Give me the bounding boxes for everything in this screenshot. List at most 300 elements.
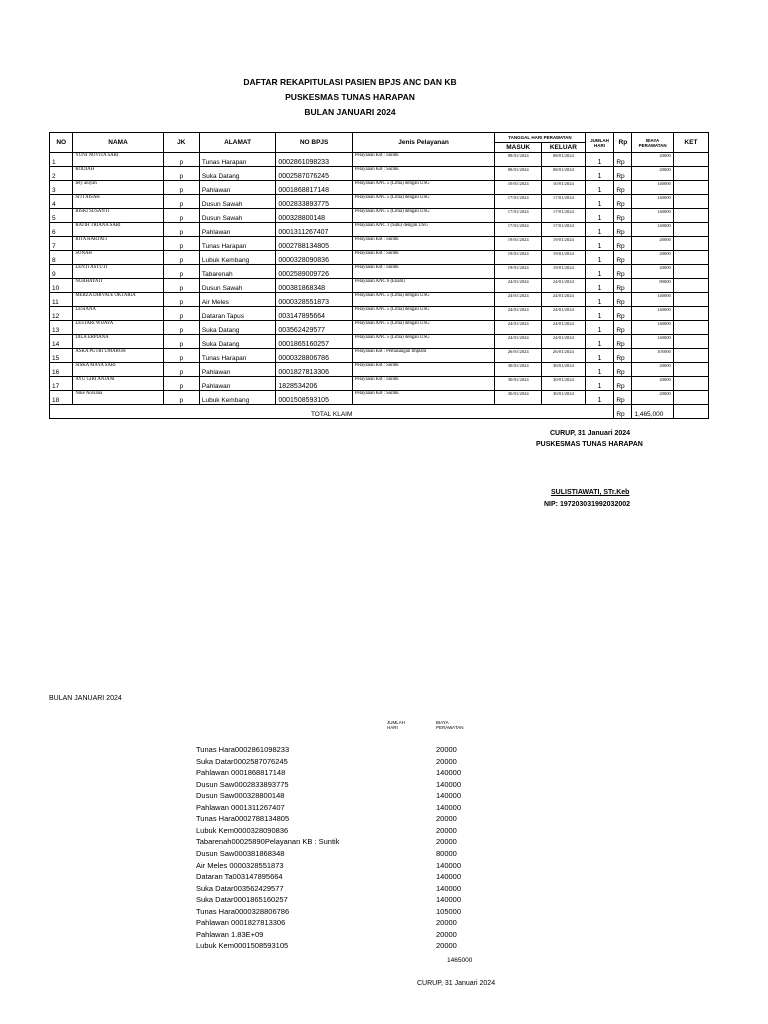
row-rp: Rp — [614, 265, 632, 279]
row-jenis: Pelayanan ANC 6 (Enam) — [352, 279, 494, 293]
row-nama: MERZA DHIVATE OKTARIA — [73, 293, 163, 307]
row-jumlah: 1 — [585, 391, 614, 405]
row-biaya: 140000 — [632, 209, 673, 223]
row-jenis: Pelayanan ANC 5 (Lima) dengan USG — [352, 321, 494, 335]
col-ket: KET — [673, 133, 708, 153]
row-alamat: Pahlawan — [199, 181, 276, 195]
row-nama: NURHAYATI — [73, 279, 163, 293]
table-row — [50, 153, 709, 167]
row-jumlah: 1 — [585, 153, 614, 167]
row-masuk: 19/01/2024 — [495, 237, 542, 251]
summary-row-text: Tunas Hara0002861098233 — [196, 745, 290, 754]
row-nama: RISKI SUSANTI — [73, 209, 163, 223]
row-alamat: Suka Datang — [199, 167, 276, 181]
col-rp: Rp — [614, 133, 632, 153]
row-jenis: Pelayanan KB : Suntik — [352, 363, 494, 377]
table-row — [50, 307, 709, 321]
row-ket — [673, 321, 708, 335]
summary-row-value: 140000 — [436, 791, 462, 801]
row-jenis: Pelayanan ANC 5 (Lima) dengan USG — [352, 195, 494, 209]
summary-row-text: Dusun Saw0002833893775 — [196, 779, 289, 789]
summary-row-value: 20000 — [436, 745, 457, 754]
row-ket — [673, 195, 708, 209]
row-jk: p — [163, 181, 199, 195]
row-nama: Iely aniyah — [73, 181, 163, 195]
row-rp: Rp — [614, 391, 632, 405]
row-no: 10 — [50, 279, 73, 293]
row-biaya: 20000 — [632, 251, 673, 265]
row-jenis: Pelayanan KB : Suntik — [352, 265, 494, 279]
table-row — [50, 377, 709, 391]
row-jenis: Pelayanan KB : Suntik — [352, 153, 494, 167]
table-row — [50, 391, 709, 405]
col-jk: JK — [163, 133, 199, 153]
row-rp: Rp — [614, 251, 632, 265]
summary-row-text: Pahlawan 0001868817148 — [196, 768, 286, 778]
summary-row-text: Tabarenah00025890Pelayanan KB : Suntik — [196, 837, 340, 847]
total-ket — [673, 405, 708, 419]
row-jk: p — [163, 209, 199, 223]
row-jenis: Pelayanan ANC 5 (Lima) dengan USG — [352, 209, 494, 223]
doc-title-line2: PUSKESMAS TUNAS HARAPAN — [285, 92, 415, 102]
row-rp: Rp — [614, 237, 632, 251]
row-jk: p — [163, 265, 199, 279]
row-ket — [673, 293, 708, 307]
row-bpjs: 003147895664 — [276, 307, 353, 321]
row-bpjs: 003562429577 — [276, 321, 353, 335]
row-no: 15 — [50, 349, 73, 363]
table-row — [50, 335, 709, 349]
row-bpjs: 0002587076245 — [276, 167, 353, 181]
row-biaya: 20000 — [632, 237, 673, 251]
row-no: 14 — [50, 335, 73, 349]
row-ket — [673, 209, 708, 223]
table-row — [50, 265, 709, 279]
row-bpjs: 1828534206 — [276, 377, 353, 391]
row-ket — [673, 349, 708, 363]
summary-total: 1465000 — [447, 957, 473, 964]
row-jk: p — [163, 195, 199, 209]
row-alamat: Pahlawan — [199, 377, 276, 391]
row-masuk: 24/01/2024 — [495, 293, 542, 307]
row-rp: Rp — [614, 167, 632, 181]
doc-title-line3: BULAN JANUARI 2024 — [304, 107, 396, 117]
col-jenis: Jenis Pelayanan — [352, 133, 494, 153]
row-bpjs: 0000328806786 — [276, 349, 353, 363]
row-ket — [673, 251, 708, 265]
summary-row-text: Suka Datar0001865160257 — [196, 895, 288, 905]
table-row — [50, 251, 709, 265]
row-no: 8 — [50, 251, 73, 265]
row-biaya: 20000 — [632, 153, 673, 167]
summary-row-value: 140000 — [436, 779, 462, 789]
row-ket — [673, 307, 708, 321]
row-rp: Rp — [614, 349, 632, 363]
row-no: 4 — [50, 195, 73, 209]
row-alamat: Dusun Sawah — [199, 209, 276, 223]
row-bpjs: 0002788134805 — [276, 237, 353, 251]
row-jk: p — [163, 349, 199, 363]
summary-row-text: Pahlawan 0001311267407 — [196, 802, 285, 812]
row-jk: p — [163, 307, 199, 321]
row-no: 5 — [50, 209, 73, 223]
table-row — [50, 209, 709, 223]
row-keluar: 17/01/2024 — [542, 223, 586, 237]
row-jenis: Pelayanan ANC 5 (Lima) dengan USG — [352, 181, 494, 195]
row-alamat: Lubuk Kembang — [199, 251, 276, 265]
summary-header-biaya: BIAYA PERAWATAN — [436, 720, 464, 730]
row-rp: Rp — [614, 153, 632, 167]
row-biaya: 20000 — [632, 377, 673, 391]
summary-row-value: 140000 — [436, 768, 462, 778]
row-ket — [673, 363, 708, 377]
row-jumlah: 1 — [585, 377, 614, 391]
row-jumlah: 1 — [585, 321, 614, 335]
row-rp: Rp — [614, 181, 632, 195]
summary-row-text: Dusun Saw000328800148 — [196, 791, 285, 801]
row-ket — [673, 167, 708, 181]
row-keluar: 24/01/2024 — [542, 293, 586, 307]
row-masuk: 08/01/2024 — [495, 153, 542, 167]
table-row — [50, 349, 709, 363]
row-no: 11 — [50, 293, 73, 307]
row-nama: LENTI ASTUTI — [73, 265, 163, 279]
row-jk: p — [163, 279, 199, 293]
row-jk: p — [163, 167, 199, 181]
row-rp: Rp — [614, 279, 632, 293]
row-rp: Rp — [614, 195, 632, 209]
row-alamat: Dusun Sawah — [199, 279, 276, 293]
row-keluar: 08/01/2024 — [542, 153, 586, 167]
row-rp: Rp — [614, 293, 632, 307]
row-jumlah: 1 — [585, 195, 614, 209]
table-row — [50, 181, 709, 195]
col-tanggal: TANGGAL HARI PERAWATAN — [495, 133, 585, 143]
summary-row-value: 140000 — [436, 895, 462, 905]
row-masuk: 30/01/2024 — [495, 391, 542, 405]
row-nama: RODIAH — [73, 167, 163, 181]
row-keluar: 17/01/2024 — [542, 209, 586, 223]
total-row — [50, 405, 709, 419]
row-rp: Rp — [614, 307, 632, 321]
row-biaya: 80000 — [632, 279, 673, 293]
row-rp: Rp — [614, 321, 632, 335]
row-jumlah: 1 — [585, 335, 614, 349]
summary-row-value: 20000 — [436, 814, 457, 824]
table-row — [50, 237, 709, 251]
row-keluar: 10/01/2024 — [542, 181, 586, 195]
row-keluar: 24/01/2024 — [542, 321, 586, 335]
summary-footer: CURUP, 31 Januari 2024 — [417, 980, 496, 987]
row-jenis: Pelayanan KB : Suntik — [352, 167, 494, 181]
col-biaya: BIAYA PERAWATAN — [632, 133, 673, 153]
row-masuk: 24/01/2024 — [495, 335, 542, 349]
row-alamat: Pahlawan — [199, 223, 276, 237]
row-nama: RATIH TRIANA SARI — [73, 223, 163, 237]
signature-nip: NIP: 197203031992032002 — [544, 501, 631, 508]
row-no: 16 — [50, 363, 73, 377]
row-biaya: 140000 — [632, 181, 673, 195]
row-jumlah: 1 — [585, 251, 614, 265]
row-bpjs: 0002833893775 — [276, 195, 353, 209]
row-keluar: 30/01/2024 — [542, 363, 586, 377]
row-masuk: 08/01/2024 — [495, 167, 542, 181]
row-ket — [673, 279, 708, 293]
row-bpjs: 0001865160257 — [276, 335, 353, 349]
row-alamat: Tunas Harapan — [199, 349, 276, 363]
signature-org: PUSKESMAS TUNAS HARAPAN — [536, 441, 643, 448]
row-ket — [673, 391, 708, 405]
row-jk: p — [163, 223, 199, 237]
row-alamat: Pahlawan — [199, 363, 276, 377]
row-jk: p — [163, 391, 199, 405]
row-no: 13 — [50, 321, 73, 335]
row-alamat: Air Meles — [199, 293, 276, 307]
row-jumlah: 1 — [585, 349, 614, 363]
signature-place-date: CURUP, 31 Januari 2024 — [550, 430, 631, 437]
col-jumlah: JUMLAH HARI — [585, 133, 614, 153]
row-alamat: Lubuk Kembang — [199, 391, 276, 405]
row-no: 6 — [50, 223, 73, 237]
summary-row-value: 20000 — [436, 918, 457, 928]
row-jenis: Pelayanan ANC 5 (Lima) dengan USG — [352, 307, 494, 321]
row-nama: AYU GIRI ANJANI — [73, 377, 163, 391]
summary-row-value: 80000 — [436, 848, 457, 858]
row-nama: SISKA MAYA SARI — [73, 363, 163, 377]
row-jenis: Pelayanan KB : Pemasangan Implant — [352, 349, 494, 363]
row-jenis: Pelayanan KB : Suntik — [352, 377, 494, 391]
col-nama: NAMA — [73, 133, 163, 153]
summary-row-text: Pahlawan 1.83E+09 — [196, 929, 264, 939]
row-keluar: 30/01/2024 — [542, 377, 586, 391]
col-alamat: ALAMAT — [199, 133, 276, 153]
row-masuk: 17/01/2024 — [495, 195, 542, 209]
row-alamat: Tunas Harapan — [199, 237, 276, 251]
row-jumlah: 1 — [585, 223, 614, 237]
recap-table — [49, 132, 709, 419]
row-jk: p — [163, 293, 199, 307]
row-biaya: 20000 — [632, 265, 673, 279]
col-bpjs: NO BPJS — [276, 133, 353, 153]
row-no: 7 — [50, 237, 73, 251]
table-row — [50, 167, 709, 181]
row-biaya: 140000 — [632, 195, 673, 209]
row-jk: p — [163, 321, 199, 335]
row-bpjs: 000328800148 — [276, 209, 353, 223]
total-value: 1,465,000 — [632, 405, 673, 419]
row-no: 18 — [50, 391, 73, 405]
row-jumlah: 1 — [585, 363, 614, 377]
row-keluar: 24/01/2024 — [542, 307, 586, 321]
row-alamat: Dataran Tapus — [199, 307, 276, 321]
row-jenis: Pelayanan KB : Suntik — [352, 391, 494, 405]
total-rp: Rp — [614, 405, 632, 419]
row-keluar: 24/01/2024 — [542, 279, 586, 293]
summary-row-value: 140000 — [436, 860, 462, 870]
row-keluar: 26/01/2024 — [542, 349, 586, 363]
summary-title: BULAN JANUARI 2024 — [49, 695, 122, 702]
row-jk: p — [163, 251, 199, 265]
table-row — [50, 223, 709, 237]
row-nama: LESIANA — [73, 307, 163, 321]
row-masuk: 10/01/2024 — [495, 181, 542, 195]
row-keluar: 24/01/2024 — [542, 335, 586, 349]
row-keluar: 19/01/2024 — [542, 237, 586, 251]
signature-name: SULISTIAWATI, STr.Keb — [551, 489, 630, 496]
row-keluar: 19/01/2024 — [542, 265, 586, 279]
row-masuk: 24/01/2024 — [495, 307, 542, 321]
row-biaya: 140000 — [632, 321, 673, 335]
row-nama: YUNI NOVITA SARI — [73, 153, 163, 167]
row-jumlah: 1 — [585, 265, 614, 279]
summary-row-text: Tunas Hara0000328806786 — [196, 906, 290, 916]
row-jenis: Pelayanan KB : Suntik — [352, 251, 494, 265]
row-jumlah: 1 — [585, 167, 614, 181]
row-keluar: 17/01/2024 — [542, 195, 586, 209]
row-ket — [673, 223, 708, 237]
row-keluar: 19/01/2024 — [542, 251, 586, 265]
summary-row-text: Pahlawan 0001827813306 — [196, 918, 286, 928]
row-ket — [673, 335, 708, 349]
summary-row-text: Air Meles 0000328551873 — [196, 860, 284, 870]
row-ket — [673, 237, 708, 251]
row-masuk: 19/01/2024 — [495, 251, 542, 265]
summary-row-value: 20000 — [436, 941, 457, 951]
row-alamat: Dusun Sawah — [199, 195, 276, 209]
summary-row-value: 140000 — [436, 883, 462, 893]
row-nama: RITA HARTATI — [73, 237, 163, 251]
row-masuk: 30/01/2024 — [495, 363, 542, 377]
row-jumlah: 1 — [585, 209, 614, 223]
row-alamat: Tunas Harapan — [199, 153, 276, 167]
row-jenis: Pelayanan KB : Suntik — [352, 237, 494, 251]
total-label: TOTAL KLAIM — [50, 405, 614, 419]
row-masuk: 19/01/2024 — [495, 265, 542, 279]
table-row — [50, 293, 709, 307]
summary-row-value: 20000 — [436, 756, 457, 766]
summary-row-text: Suka Datar0002587076245 — [196, 756, 288, 766]
row-keluar: 08/01/2024 — [542, 167, 586, 181]
row-alamat: Suka Datang — [199, 321, 276, 335]
row-biaya: 140000 — [632, 335, 673, 349]
row-no: 2 — [50, 167, 73, 181]
row-masuk: 30/01/2024 — [495, 377, 542, 391]
row-rp: Rp — [614, 223, 632, 237]
row-biaya: 20000 — [632, 391, 673, 405]
row-jumlah: 1 — [585, 293, 614, 307]
row-no: 9 — [50, 265, 73, 279]
summary-row-value: 20000 — [436, 825, 457, 835]
row-rp: Rp — [614, 335, 632, 349]
summary-row-text: Tunas Hara0002788134805 — [196, 814, 290, 824]
table-row — [50, 279, 709, 293]
row-jk: p — [163, 153, 199, 167]
row-jumlah: 1 — [585, 307, 614, 321]
row-nama: Nike Noviana — [73, 391, 163, 405]
row-jk: p — [163, 237, 199, 251]
row-jenis: Pelayanan ANC 5 (Lima) dengan USG — [352, 293, 494, 307]
row-nama: SONAH — [73, 251, 163, 265]
row-alamat: Tabarenah — [199, 265, 276, 279]
row-jk: p — [163, 363, 199, 377]
row-nama: SITI AISAH — [73, 195, 163, 209]
row-jumlah: 1 — [585, 237, 614, 251]
row-rp: Rp — [614, 363, 632, 377]
row-bpjs: 0001868817148 — [276, 181, 353, 195]
row-nama: LESTARI WIJAYA — [73, 321, 163, 335]
row-ket — [673, 265, 708, 279]
row-nama: DILA ERPIANA — [73, 335, 163, 349]
summary-header-jumlah: JUMLAH HARI — [387, 720, 406, 730]
row-masuk: 17/01/2024 — [495, 209, 542, 223]
row-masuk: 17/01/2024 — [495, 223, 542, 237]
row-jk: p — [163, 335, 199, 349]
row-biaya: 140000 — [632, 293, 673, 307]
row-masuk: 24/01/2024 — [495, 279, 542, 293]
row-ket — [673, 377, 708, 391]
row-biaya: 105000 — [632, 349, 673, 363]
row-rp: Rp — [614, 209, 632, 223]
row-alamat: Suka Datang — [199, 335, 276, 349]
row-bpjs: 000381868348 — [276, 279, 353, 293]
summary-row-text: Lubuk Kem0001508593105 — [196, 941, 289, 951]
row-no: 12 — [50, 307, 73, 321]
row-biaya: 140000 — [632, 307, 673, 321]
row-bpjs: 0001311267407 — [276, 223, 353, 237]
col-no: NO — [50, 133, 73, 153]
row-nama: ASKA PUTRI UMAROH — [73, 349, 163, 363]
row-masuk: 26/01/2024 — [495, 349, 542, 363]
row-no: 17 — [50, 377, 73, 391]
row-bpjs: 0002589009726 — [276, 265, 353, 279]
row-jk: p — [163, 377, 199, 391]
row-no: 1 — [50, 153, 73, 167]
col-keluar: KELUAR — [542, 143, 586, 153]
row-rp: Rp — [614, 377, 632, 391]
row-jumlah: 1 — [585, 279, 614, 293]
row-bpjs: 0001508593105 — [276, 391, 353, 405]
summary-row-text: Dusun Saw000381868348 — [196, 848, 285, 858]
row-bpjs: 0002861098233 — [276, 153, 353, 167]
table-row — [50, 363, 709, 377]
row-jenis: Pelayanan ANC 1 (Satu) dengan USG — [352, 223, 494, 237]
row-masuk: 24/01/2024 — [495, 321, 542, 335]
row-keluar: 30/01/2024 — [542, 391, 586, 405]
row-bpjs: 0001827813306 — [276, 363, 353, 377]
doc-title-line1: DAFTAR REKAPITULASI PASIEN BPJS ANC DAN KB — [243, 77, 457, 87]
summary-row-text: Lubuk Kem0000328090836 — [196, 825, 289, 835]
row-biaya: 20000 — [632, 167, 673, 181]
summary-row-text: Dataran Ta003147895664 — [196, 872, 283, 882]
table-row — [50, 321, 709, 335]
summary-row-value: 140000 — [436, 802, 462, 812]
summary-row-value: 105000 — [436, 906, 462, 916]
summary-row-value: 20000 — [436, 929, 457, 939]
summary-row-value: 20000 — [436, 837, 457, 847]
row-ket — [673, 181, 708, 195]
row-jenis: Pelayanan ANC 5 (Lima) dengan USG — [352, 335, 494, 349]
row-biaya: 140000 — [632, 223, 673, 237]
col-masuk: MASUK — [495, 143, 542, 153]
row-bpjs: 0000328551873 — [276, 293, 353, 307]
row-jumlah: 1 — [585, 181, 614, 195]
summary-row-text: Suka Datar003562429577 — [196, 883, 284, 893]
row-ket — [673, 153, 708, 167]
table-row — [50, 195, 709, 209]
row-bpjs: 0000328090836 — [276, 251, 353, 265]
row-biaya: 20000 — [632, 363, 673, 377]
summary-row-value: 140000 — [436, 872, 462, 882]
